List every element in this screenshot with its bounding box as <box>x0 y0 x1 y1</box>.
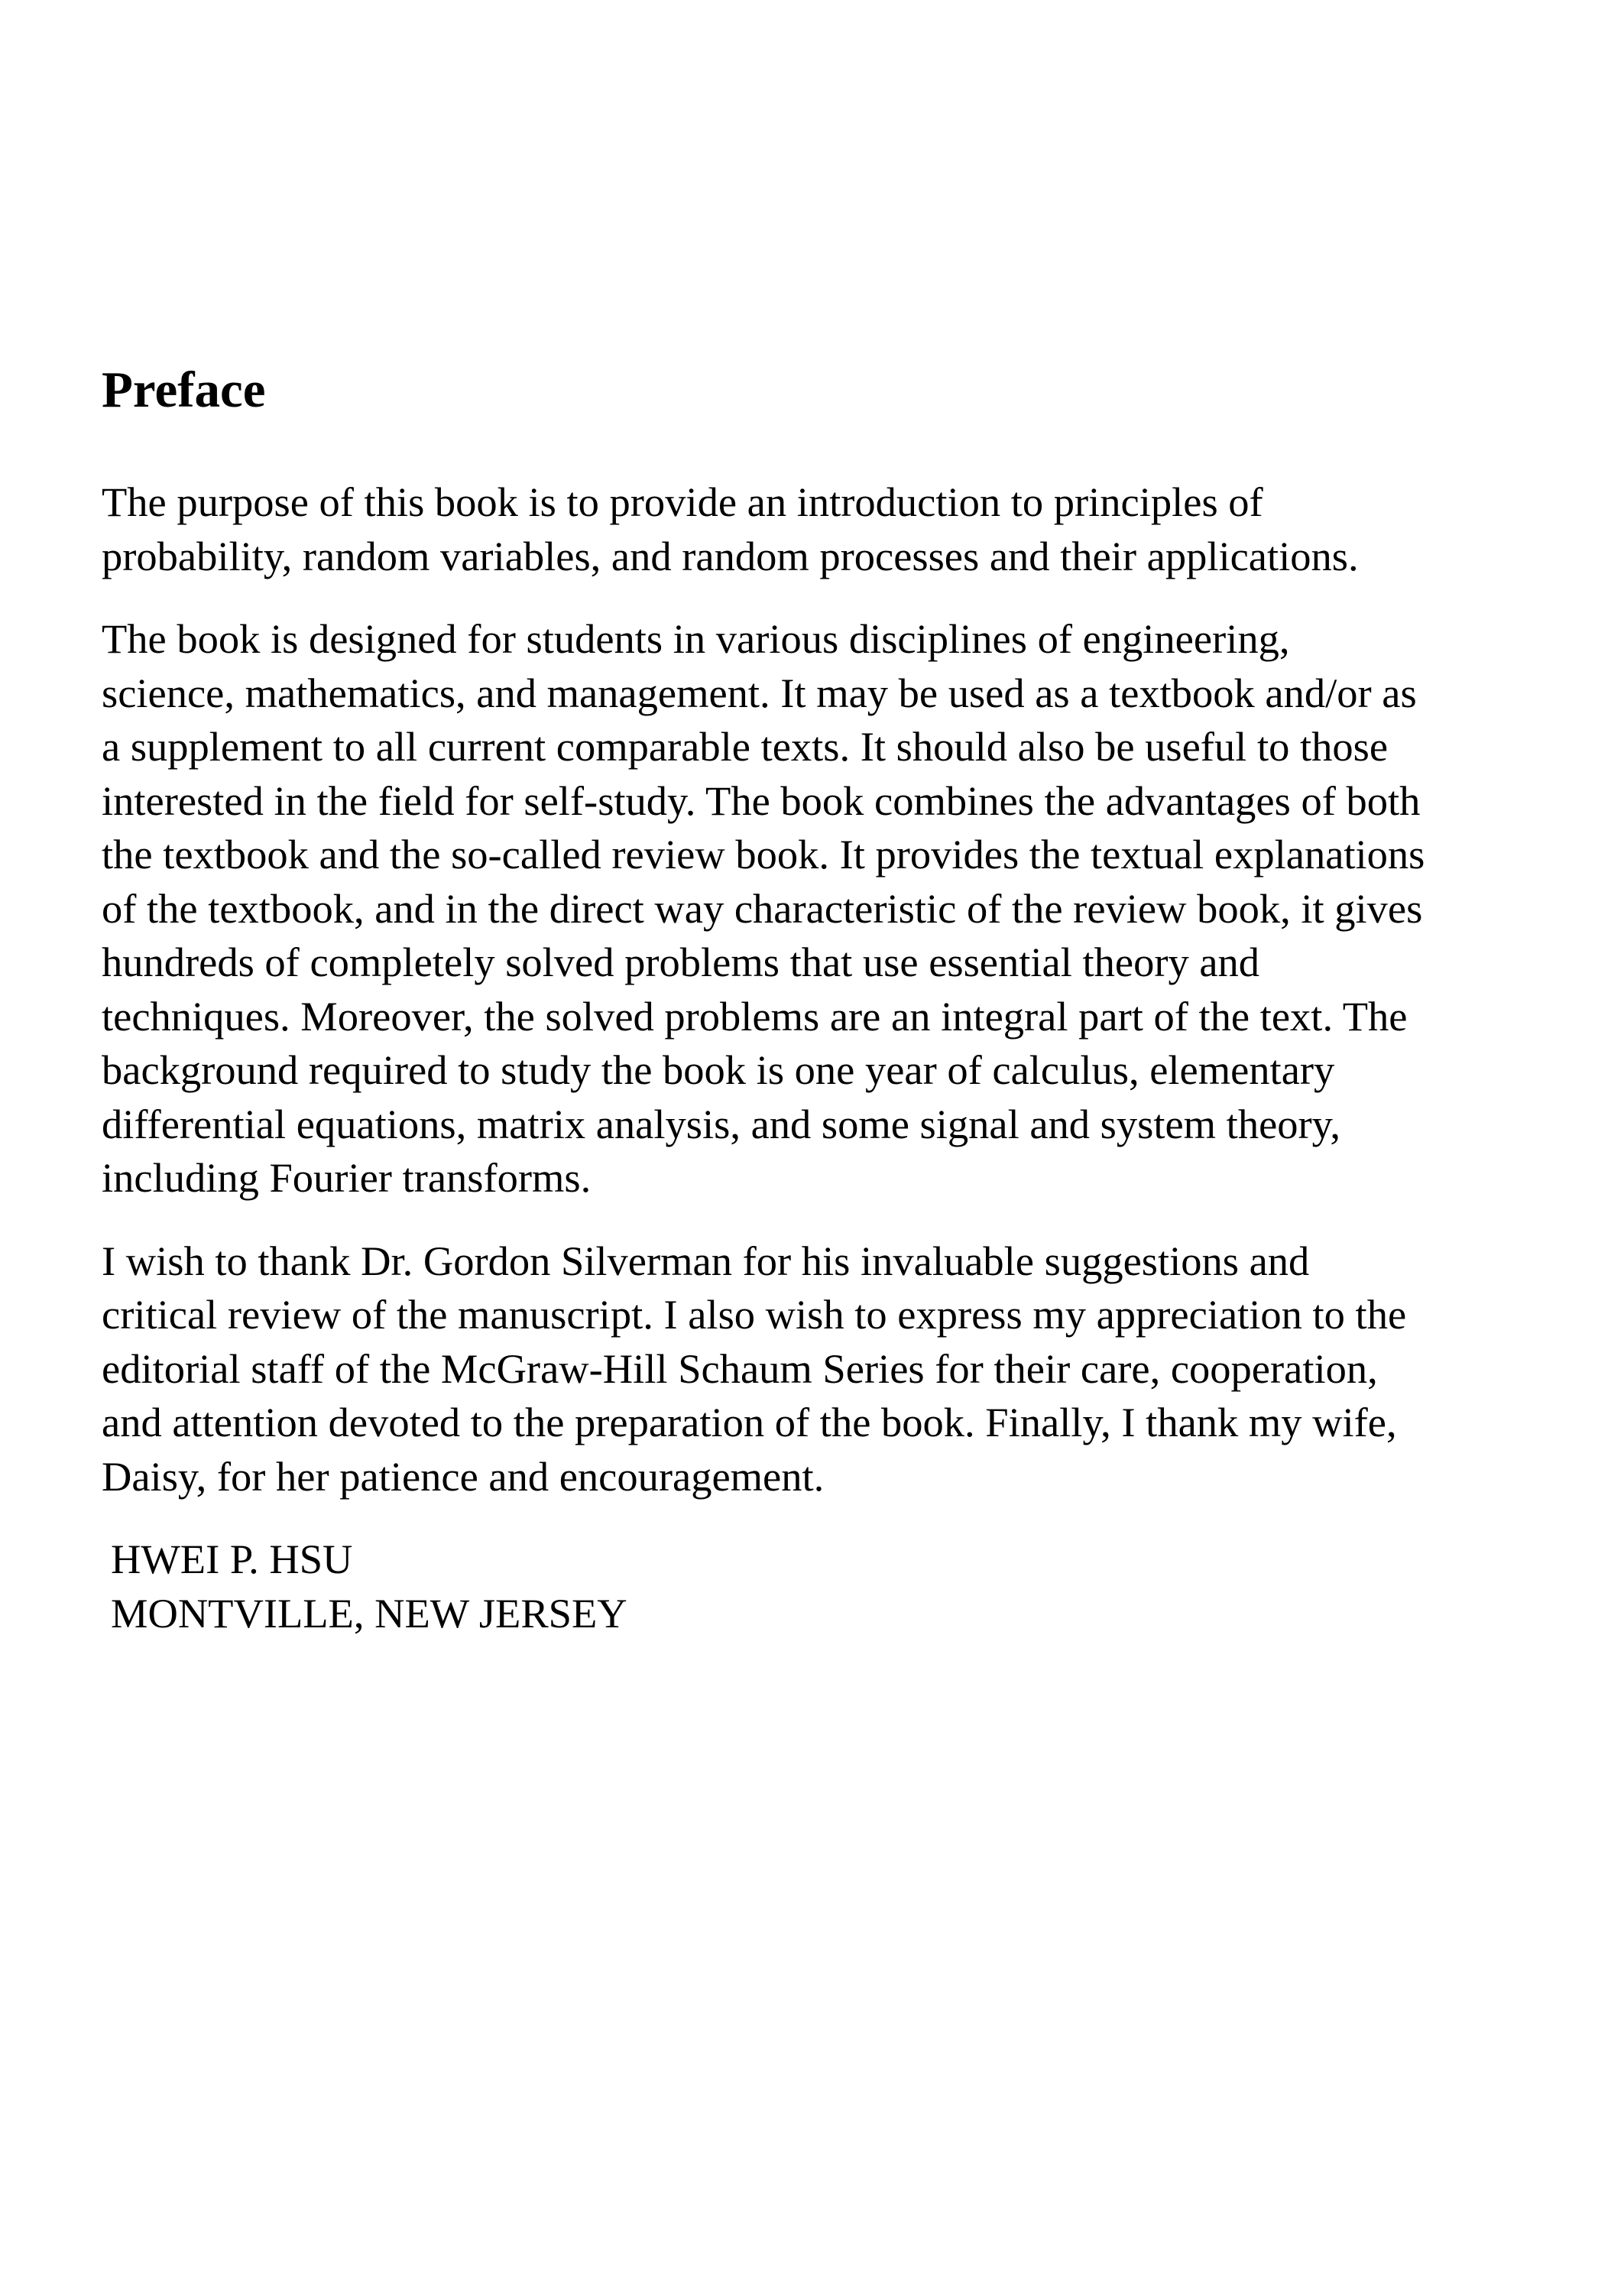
paragraph-audience <box>102 612 1538 1205</box>
paragraph-line: techniques. Moreover, the solved problems are an integral part of the text. The <box>102 992 1408 1040</box>
paragraph-line: background required to study the book is one year of calculus, elementary <box>102 1046 1335 1093</box>
author-location: MONTVILLE, NEW JERSEY <box>111 1589 627 1637</box>
paragraph-line: hundreds of completely solved problems that use essential theory and <box>102 939 1260 985</box>
paragraph-line: The book is designed for students in various disciplines of engineering, <box>102 615 1290 662</box>
paragraph-line: of the textbook, and in the direct way characteristic of the review book, it gives <box>102 884 1423 932</box>
page-title: Preface <box>102 362 266 418</box>
paragraph-line: science, mathematics, and management. It may be used as a textbook and/or as <box>102 669 1417 716</box>
paragraph-line: and attention devoted to the preparation of the book. Finally, I thank my wife, <box>102 1399 1397 1445</box>
paragraph-line: interested in the field for self-study. The book combines the advantages of both <box>102 777 1421 824</box>
preface-content <box>102 359 1538 1640</box>
paragraph-line: the textbook and the so-called review book. It provides the textual explanations <box>102 831 1425 877</box>
paragraph-line: including Fourier transforms. <box>102 1154 592 1201</box>
paragraph-line: a supplement to all current comparable texts. It should also be useful to those <box>102 723 1389 770</box>
paragraph-line: editorial staff of the McGraw-Hill Schaum Series for their care, cooperation, <box>102 1345 1378 1392</box>
paragraph-line: The purpose of this book is to provide an introduction to principles of <box>102 478 1263 525</box>
author-name: HWEI P. HSU <box>111 1536 353 1582</box>
paragraph-acknowledgments <box>102 1234 1538 1504</box>
paragraph-line: differential equations, matrix analysis, and some signal and system theory, <box>102 1100 1341 1147</box>
author-signature <box>111 1533 1538 1640</box>
paragraph-line: I wish to thank Dr. Gordon Silverman for his invaluable suggestions and <box>102 1237 1310 1284</box>
paragraph-line: Daisy, for her patience and encouragement. <box>102 1452 825 1500</box>
paragraph-line: probability, random variables, and random processes and their applications. <box>102 532 1359 579</box>
paragraph-line: critical review of the manuscript. I also wish to express my appreciation to the <box>102 1291 1407 1338</box>
paragraph-purpose <box>102 475 1538 583</box>
